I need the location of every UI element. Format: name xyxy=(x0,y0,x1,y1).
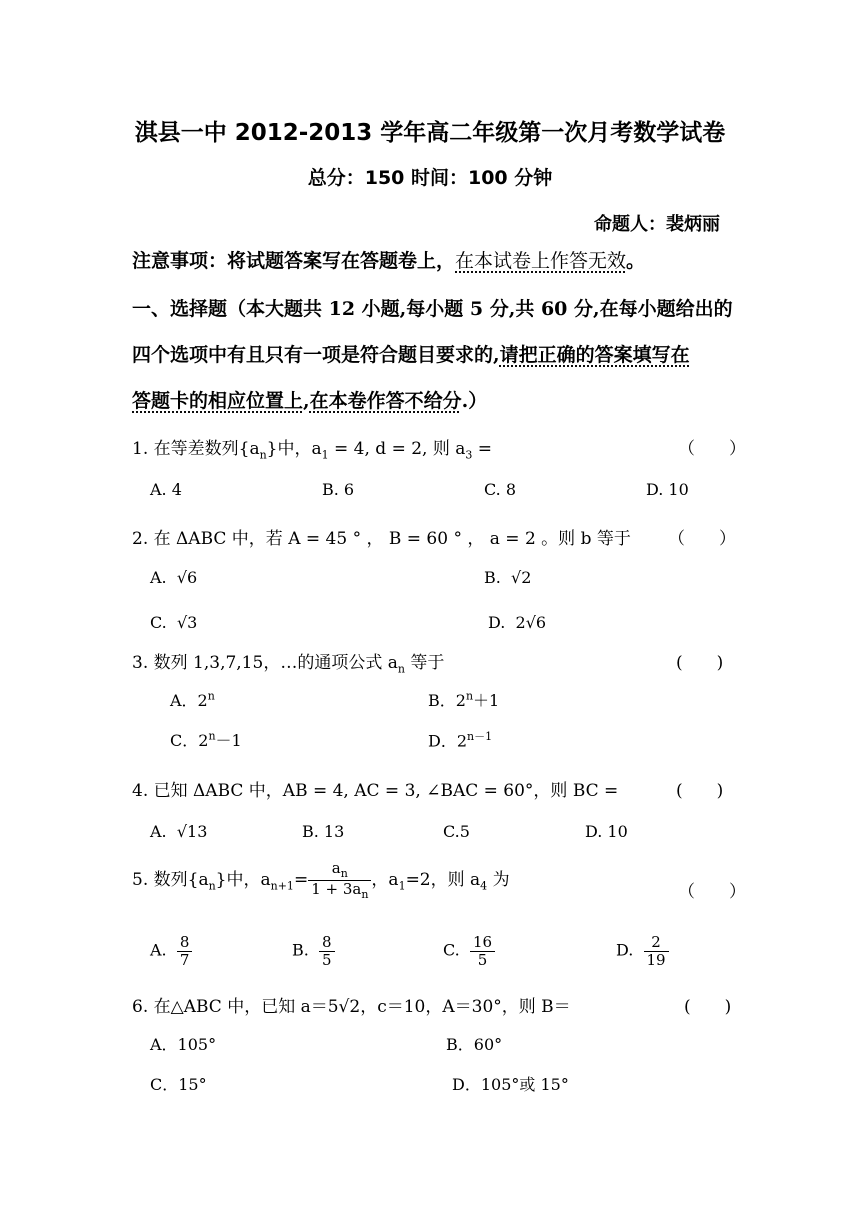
exam-author: 命题人：裴炳丽 xyxy=(594,214,720,235)
section-line-3-dotted-2: 在本卷作答不给分 xyxy=(309,390,462,412)
question-1-answer-paren: （ ） xyxy=(678,439,746,459)
q5-stem-e: =2，则 a xyxy=(405,870,481,891)
q4-option-d: D. 10 xyxy=(585,822,628,841)
q3-option-a xyxy=(170,688,215,711)
q6-option-c: C．15° xyxy=(150,1075,207,1094)
q5-stem-c: = xyxy=(293,870,309,891)
q5-b-fraction xyxy=(319,934,335,968)
q5-a-den: 7 xyxy=(179,950,190,969)
q1-stem-b: }中，a xyxy=(266,439,322,459)
question-4-stem: 4. 已知 ΔABC 中，AB = 4, AC = 3, ∠BAC = 60°，则 BC = xyxy=(132,781,619,801)
q5-den-sub: n xyxy=(361,888,369,902)
q2-c-label: C. xyxy=(150,613,167,632)
q1-stem-d: = xyxy=(472,439,493,459)
q1-option-c: C. 8 xyxy=(484,480,517,499)
q6-option-a: A．105° xyxy=(150,1035,217,1054)
q3-b-rest: ＋1 xyxy=(473,691,500,710)
q2-option-b xyxy=(484,568,531,587)
section-line-3-dotted: 答题卡的相应位置上 xyxy=(132,390,304,412)
q5-fraction xyxy=(308,860,371,901)
q5-sub-n1: n+1 xyxy=(270,879,294,893)
exam-title: 淇县一中 2012-2013 学年高二年级第一次月考数学试卷 xyxy=(134,120,726,146)
notice xyxy=(132,246,645,273)
q5-sub-n: n xyxy=(208,879,216,893)
q1-option-b: B. 6 xyxy=(322,480,355,499)
q5-a-fraction xyxy=(177,934,193,968)
q5-d-fraction xyxy=(644,934,669,968)
q3-stem-b: 等于 xyxy=(404,653,445,673)
q5-b-label: B. xyxy=(292,940,309,960)
q3-d-exp: n－1 xyxy=(467,730,493,743)
q5-d-den: 19 xyxy=(646,950,666,969)
q2-option-d xyxy=(488,613,546,632)
q3-sub-n: n xyxy=(397,662,405,676)
q5-num-a: a xyxy=(331,859,341,877)
q5-c-label: C. xyxy=(443,940,460,960)
q3-a-base: A．2 xyxy=(170,691,208,710)
q5-den-a: 1 + 3a xyxy=(311,880,362,899)
q5-c-den: 5 xyxy=(477,950,488,969)
q5-b-num: 8 xyxy=(319,934,335,952)
q5-stem-d: ，a xyxy=(371,870,399,891)
q1-sub-n: n xyxy=(259,448,267,462)
question-3-stem xyxy=(132,648,444,675)
q6-option-d: D．105°或 15° xyxy=(452,1075,569,1094)
q5-d-num: 2 xyxy=(644,934,669,952)
question-2-answer-paren: （ ） xyxy=(668,529,736,549)
q5-d-label: D. xyxy=(616,940,634,960)
q2-option-a xyxy=(150,568,197,587)
q5-fraction-denominator xyxy=(308,881,371,901)
q1-sub-3: 3 xyxy=(465,448,473,462)
section-line-3 xyxy=(132,386,487,413)
q5-c-num: 16 xyxy=(470,934,495,952)
q2-d-value: 2√6 xyxy=(515,613,547,632)
exam-subtitle: 总分：150 时间：100 分钟 xyxy=(307,167,553,189)
q3-option-b xyxy=(428,688,499,711)
q2-a-label: A. xyxy=(150,568,167,587)
q2-c-value: √3 xyxy=(176,613,198,632)
section-line-3-plain: , xyxy=(303,390,310,412)
section-line-2-dotted: 请把正确的答案填写在 xyxy=(499,344,690,366)
q5-option-a xyxy=(150,934,192,968)
q5-b-den: 5 xyxy=(322,950,332,969)
q1-stem-c: = 4, d = 2, 则 a xyxy=(328,439,466,459)
q2-option-c xyxy=(150,613,197,632)
section-line-3-end: .） xyxy=(461,390,488,412)
question-6-stem: 6. 在△ABC 中，已知 a＝5√2，c＝10，A＝30°，则 B＝ xyxy=(132,997,571,1017)
q3-option-c xyxy=(170,728,242,751)
q5-num-sub: n xyxy=(340,867,348,880)
q6-option-b: B．60° xyxy=(446,1035,503,1054)
q1-option-d: D. 10 xyxy=(646,480,689,499)
section-line-1: 一、选择题（本大题共 12 小题,每小题 5 分,共 60 分,在每小题给出的 xyxy=(132,298,733,320)
q5-option-b xyxy=(292,934,335,968)
q4-option-c: C.5 xyxy=(443,822,470,841)
q4-option-b: B. 13 xyxy=(302,822,345,841)
q5-option-c xyxy=(443,934,495,968)
q5-option-d xyxy=(616,934,669,968)
question-3-answer-paren: ( ) xyxy=(676,653,724,673)
section-line-2 xyxy=(132,340,690,367)
q3-d-base: D．2 xyxy=(428,731,468,751)
q3-c-exp: n xyxy=(208,729,216,743)
q4-a-label: A. xyxy=(150,822,167,841)
q3-option-d xyxy=(428,728,492,751)
q3-c-rest: －1 xyxy=(215,731,242,750)
question-2-stem: 2. 在 ΔABC 中，若 A = 45 ° ， B = 60 ° ， a = 2 。则 b 等于 xyxy=(132,529,631,549)
q1-sub-1: 1 xyxy=(321,448,329,462)
notice-dotted: 在本试卷上作答无效 xyxy=(455,250,627,272)
q2-b-label: B. xyxy=(484,568,501,587)
q4-option-a xyxy=(150,822,207,841)
q2-b-value: √2 xyxy=(511,568,532,587)
q3-b-exp: n xyxy=(465,689,474,703)
q5-fraction-numerator xyxy=(308,860,371,881)
q1-stem-a: 1. 在等差数列{a xyxy=(132,439,260,459)
q4-a-value: √13 xyxy=(176,822,208,841)
q2-d-label: D. xyxy=(488,613,506,632)
notice-end: 。 xyxy=(626,250,646,272)
q1-option-a: A. 4 xyxy=(150,480,182,499)
q3-stem-a: 3. 数列 1,3,7,15，…的通项公式 a xyxy=(132,653,398,673)
question-4-answer-paren: ( ) xyxy=(676,781,724,801)
question-5-stem xyxy=(132,860,510,901)
q2-a-value: √6 xyxy=(176,568,198,587)
section-line-2-plain: 四个选项中有且只有一项是符合题目要求的, xyxy=(132,344,500,366)
q5-a-num: 8 xyxy=(177,934,193,952)
q5-sub-4: 4 xyxy=(480,879,488,893)
q5-c-fraction xyxy=(470,934,495,968)
q5-sub-1: 1 xyxy=(398,879,406,893)
q3-b-base: B．2 xyxy=(428,691,466,710)
q5-a-label: A. xyxy=(150,940,167,960)
question-1-stem xyxy=(132,434,492,461)
q3-a-exp: n xyxy=(207,689,215,703)
question-5-answer-paren: （ ） xyxy=(678,882,746,902)
notice-bold: 注意事项：将试题答案写在答题卷上， xyxy=(132,250,456,272)
q5-stem-f: 为 xyxy=(487,870,510,891)
q5-stem-a: 5. 数列{a xyxy=(132,870,209,891)
question-6-answer-paren: ( ) xyxy=(684,997,732,1017)
q5-stem-b: }中，a xyxy=(215,870,271,891)
q3-c-base: C．2 xyxy=(170,731,209,750)
